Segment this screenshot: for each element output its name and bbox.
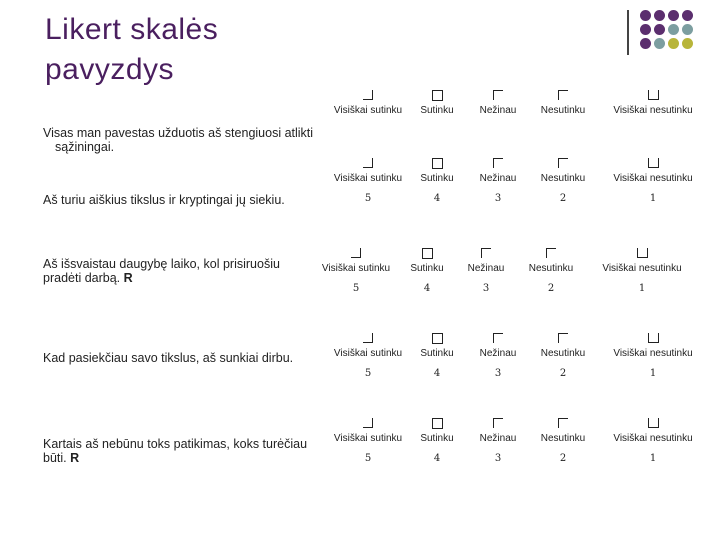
question-3 xyxy=(43,257,318,285)
reverse-scored-tag: R xyxy=(123,271,133,285)
likert-option-value: 3 xyxy=(494,368,502,379)
decorative-dot xyxy=(668,24,679,35)
square-icon[interactable] xyxy=(432,90,443,101)
likert-option-value: 5 xyxy=(364,368,372,379)
square-icon[interactable] xyxy=(432,333,443,344)
likert-option-value: 3 xyxy=(494,453,502,464)
slide-title-line2: pavyzdys xyxy=(45,53,175,86)
corner-open-icon[interactable] xyxy=(493,90,503,100)
likert-option-label: Sutinku xyxy=(420,105,454,116)
question-text: Visas man pavestas užduotis aš stengiuosi atlikti xyxy=(43,126,314,140)
reverse-scored-tag: R xyxy=(70,451,80,465)
decorative-dot xyxy=(668,38,679,49)
likert-option-label: Visiškai nesutinku xyxy=(613,173,693,184)
decorative-dot-grid xyxy=(640,10,710,60)
likert-option-label: Nežinau xyxy=(479,105,517,116)
decorative-dot xyxy=(682,24,693,35)
likert-option-label: Visiškai sutinku xyxy=(333,348,403,359)
likert-option-value: 5 xyxy=(352,283,360,294)
corner-right-icon[interactable] xyxy=(351,248,361,258)
likert-option-value: 1 xyxy=(638,283,646,294)
corner-open-icon[interactable] xyxy=(493,158,503,168)
corner-open-icon[interactable] xyxy=(493,333,503,343)
decorative-divider xyxy=(627,10,629,55)
likert-option-value: 5 xyxy=(364,193,372,204)
cup-icon[interactable] xyxy=(648,418,659,428)
cup-icon[interactable] xyxy=(648,158,659,168)
likert-option-value: 1 xyxy=(649,368,657,379)
likert-option-label: Visiškai nesutinku xyxy=(613,348,693,359)
decorative-dot xyxy=(640,24,651,35)
likert-option-value: 2 xyxy=(547,283,555,294)
corner-right-icon[interactable] xyxy=(363,158,373,168)
corner-left-icon[interactable] xyxy=(558,158,568,168)
corner-left-icon[interactable] xyxy=(558,418,568,428)
question-5 xyxy=(43,437,318,465)
decorative-dot xyxy=(682,10,693,21)
likert-option-value: 2 xyxy=(559,453,567,464)
corner-right-icon[interactable] xyxy=(363,333,373,343)
question-text: Kad pasiekčiau savo tikslus, aš sunkiai dirbu. xyxy=(43,351,294,365)
corner-open-icon[interactable] xyxy=(493,418,503,428)
corner-left-icon[interactable] xyxy=(558,90,568,100)
decorative-dot xyxy=(654,10,665,21)
corner-left-icon[interactable] xyxy=(546,248,556,258)
likert-option-value: 2 xyxy=(559,193,567,204)
likert-option-value: 3 xyxy=(494,193,502,204)
likert-option-value: 3 xyxy=(482,283,490,294)
likert-option-label: Visiškai nesutinku xyxy=(613,433,693,444)
likert-option-label: Sutinku xyxy=(420,173,454,184)
likert-option-label: Visiškai sutinku xyxy=(333,105,403,116)
likert-option-label: Visiškai sutinku xyxy=(333,173,403,184)
question-text-continued: būti. R xyxy=(43,451,80,465)
question-text-continued: pradėti darbą. R xyxy=(43,271,133,285)
cup-icon[interactable] xyxy=(648,333,659,343)
likert-option-label: Sutinku xyxy=(420,348,454,359)
question-text: Aš turiu aiškius tikslus ir kryptingai jų siekiu. xyxy=(43,193,285,207)
likert-option-label: Nesutinku xyxy=(540,348,586,359)
likert-option-value: 4 xyxy=(423,283,431,294)
likert-option-value: 4 xyxy=(433,193,441,204)
cup-icon[interactable] xyxy=(637,248,648,258)
likert-option-value: 1 xyxy=(649,193,657,204)
question-text: Aš išsvaistau daugybę laiko, kol prisiruošiu xyxy=(43,257,280,271)
likert-option-label: Sutinku xyxy=(410,263,444,274)
likert-option-label: Nežinau xyxy=(467,263,505,274)
likert-option-label: Visiškai sutinku xyxy=(333,433,403,444)
likert-option-label: Nesutinku xyxy=(540,173,586,184)
question-1 xyxy=(43,126,318,154)
slide-title-line1: Likert skalės xyxy=(45,13,219,46)
likert-option-label: Nežinau xyxy=(479,173,517,184)
corner-left-icon[interactable] xyxy=(558,333,568,343)
likert-option-label: Nesutinku xyxy=(540,433,586,444)
corner-open-icon[interactable] xyxy=(481,248,491,258)
decorative-dot xyxy=(654,24,665,35)
likert-option-value: 4 xyxy=(433,453,441,464)
likert-option-label: Visiškai sutinku xyxy=(321,263,391,274)
likert-option-label: Nežinau xyxy=(479,348,517,359)
decorative-dot xyxy=(640,38,651,49)
likert-option-label: Nežinau xyxy=(479,433,517,444)
cup-icon[interactable] xyxy=(648,90,659,100)
likert-option-value: 5 xyxy=(364,453,372,464)
corner-right-icon[interactable] xyxy=(363,418,373,428)
corner-right-icon[interactable] xyxy=(363,90,373,100)
likert-option-value: 4 xyxy=(433,368,441,379)
square-icon[interactable] xyxy=(422,248,433,259)
decorative-dot xyxy=(682,38,693,49)
decorative-dot xyxy=(640,10,651,21)
likert-option-value: 1 xyxy=(649,453,657,464)
likert-option-label: Nesutinku xyxy=(540,105,586,116)
question-4 xyxy=(43,351,318,365)
square-icon[interactable] xyxy=(432,158,443,169)
likert-option-label: Nesutinku xyxy=(528,263,574,274)
likert-option-label: Sutinku xyxy=(420,433,454,444)
decorative-dot xyxy=(654,38,665,49)
decorative-dot xyxy=(668,10,679,21)
likert-option-label: Visiškai nesutinku xyxy=(613,105,693,116)
question-2 xyxy=(43,193,318,207)
question-text-continued: sąžiningai. xyxy=(55,140,115,154)
slide-title xyxy=(45,10,218,90)
question-text: Kartais aš nebūnu toks patikimas, koks turėčiau xyxy=(43,437,308,451)
square-icon[interactable] xyxy=(432,418,443,429)
likert-option-label: Visiškai nesutinku xyxy=(602,263,682,274)
likert-option-value: 2 xyxy=(559,368,567,379)
